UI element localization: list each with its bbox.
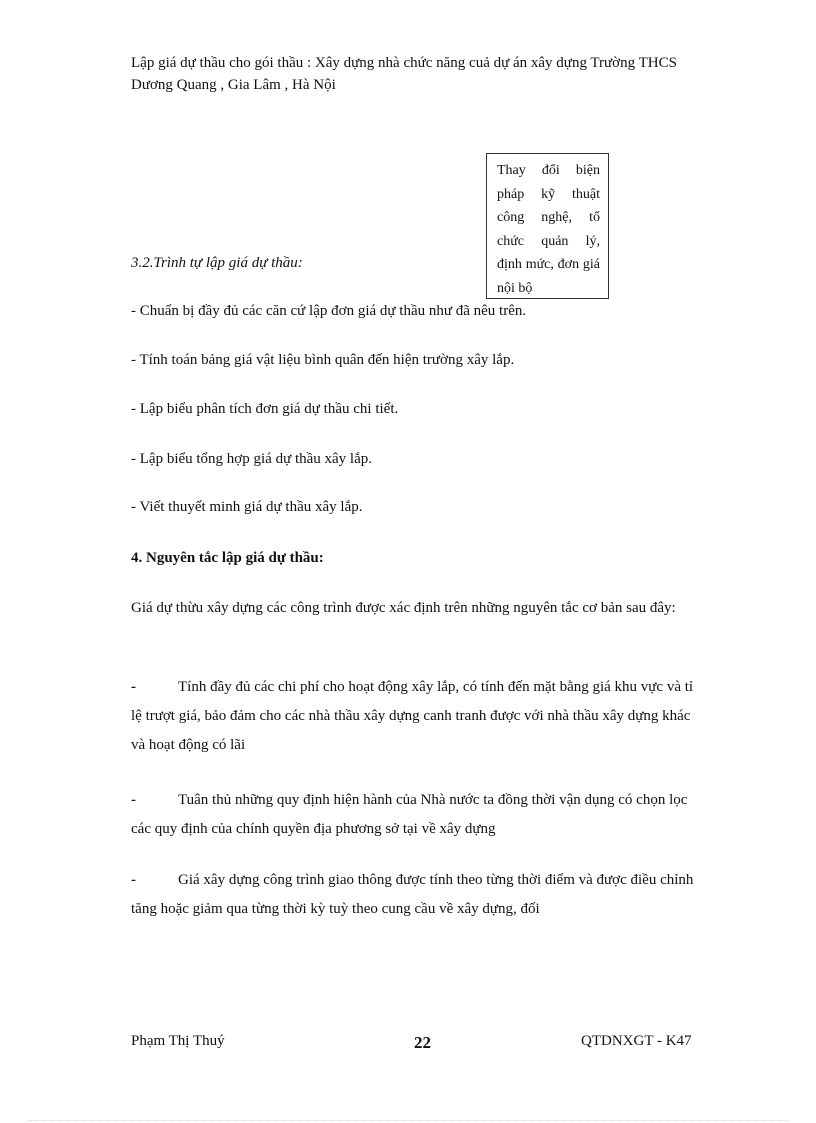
section-4-intro: Giá dự thừu xây dựng các công trình được xác định trên những nguyên tắc cơ bản sau đây: xyxy=(131,600,676,616)
page-header: Lập giá dự thầu cho gói thầu : Xây dựng nhà chức năng cuả dự án xây dựng Trường THCS Dương Quang , Gia Lâm , Hà Nội xyxy=(131,55,677,93)
list-item: - Chuẩn bị đầy đủ các căn cứ lập đơn giá dự thầu như đã nêu trên. xyxy=(131,303,527,319)
bullet-dash: - xyxy=(131,792,136,808)
principle-paragraph xyxy=(131,866,703,924)
section-4-title: 4. Nguyên tắc lập giá dự thầu: xyxy=(131,550,324,566)
list-item: - Lập biểu tổng hợp giá dự thầu xây lắp. xyxy=(131,451,373,467)
list-item: - Tính toán bảng giá vật liệu bình quân đến hiện trường xây lắp. xyxy=(131,352,515,368)
footer-code: QTDNXGT - K47 xyxy=(581,1033,692,1049)
page-bottom-divider xyxy=(28,1120,788,1121)
page-number: 22 xyxy=(414,1033,431,1052)
bullet-dash: - xyxy=(131,872,136,888)
principle-paragraph xyxy=(131,673,703,760)
section-3-2-title: 3.2.Trình tự lập giá dự thầu: xyxy=(131,255,303,271)
footer-author: Phạm Thị Thuý xyxy=(131,1033,225,1049)
callout-box: Thay đổi biện pháp kỹ thuật công nghệ, tổ chức quản lý, định mức, đơn giá nội bộ xyxy=(486,153,609,299)
principle-paragraph xyxy=(131,786,703,844)
list-item: - Viết thuyết minh giá dự thầu xây lắp. xyxy=(131,499,363,515)
principle-text: Tuân thủ những quy định hiện hành của Nhà nước ta đồng thời vận dụng có chọn lọc các quy định của chính quyền địa phương sở tại về xây dựng xyxy=(131,792,688,837)
principle-text: Tính đầy đủ các chi phí cho hoạt động xây lắp, có tính đến mặt bằng giá khu vực và tỉ lệ trượt giá, bảo đảm cho các nhà thầu xây dựng canh tranh được với nhà thầu xây dựng khác và hoạt động có lãi xyxy=(131,679,694,753)
bullet-dash: - xyxy=(131,679,136,695)
principle-text: Giá xây dựng công trình giao thông được tính theo từng thời điểm và được điều chỉnh tăng hoặc giảm qua từng thời kỳ tuỳ theo cung cầu về xây dựng, đối xyxy=(131,872,694,917)
list-item: - Lập biểu phân tích đơn giá dự thầu chi tiết. xyxy=(131,401,399,417)
